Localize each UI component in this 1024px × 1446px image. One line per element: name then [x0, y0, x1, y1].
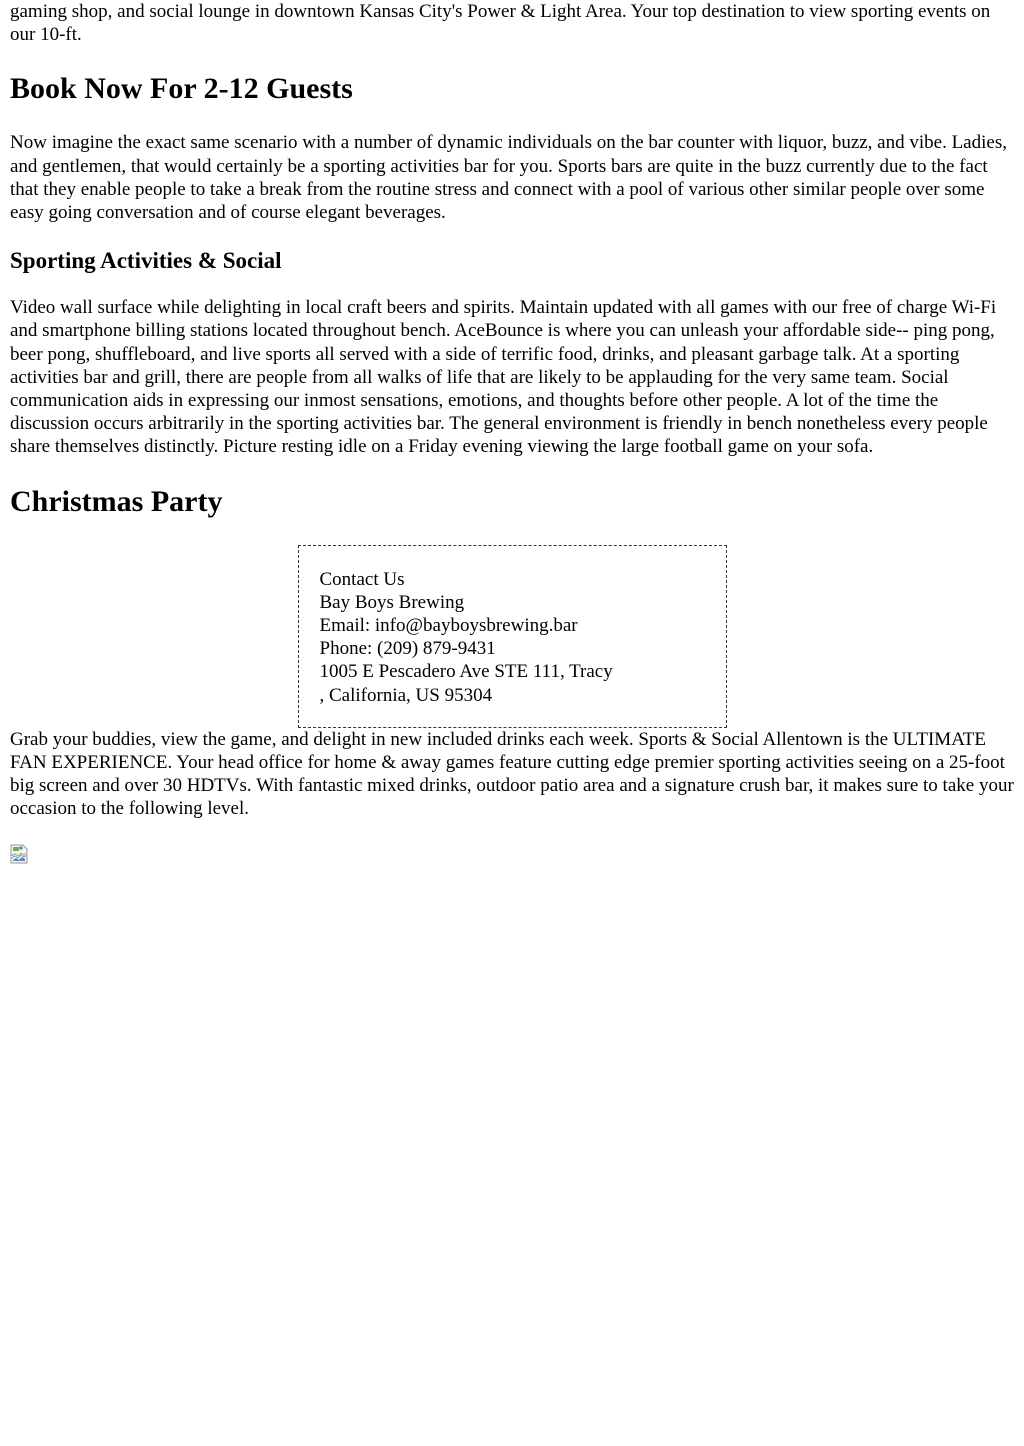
paragraph-final: Grab your buddies, view the game, and delight in new included drinks each week. Sports & Social Allentown is the ULTIMATE FAN EXPERIENCE. Your head office for home & away games feature cutting edge premier sporting activities seeing on a 25-foot big screen and over 30 HDTVs. With fantastic mixed drinks, outdoor patio area and a signature crush bar, it makes sure to take your occasion to the following level. — [10, 728, 1014, 820]
contact-email: Email: info@bayboysbrewing.bar — [319, 615, 578, 637]
contact-address-line1: 1005 E Pescadero Ave STE 111, Tracy — [319, 661, 613, 683]
heading-christmas-party: Christmas Party — [10, 484, 223, 518]
contact-address-line2: , California, US 95304 — [319, 684, 493, 706]
heading-book-now: Book Now For 2-12 Guests — [10, 72, 353, 106]
paragraph-sporting-activities: Video wall surface while delighting in local craft beers and spirits. Maintain updated with all games with our free of charge Wi-Fi and smartphone billing stations located throughout bench. AceBounce is where you can unleash your affordable side-- ping pong, beer pong, shuffleboard, and live sports all served with a side of terrific food, drinks, and pleasant garbage talk. At a sporting activities bar and grill, there are people from all walks of life that are likely to be applauding for the very same team. Social communication aids in expressing our inmost sensations, emotions, and thoughts before other people. A lot of the time the discussion occurs arbitrarily in the sporting activities bar. The general environment is friendly in bench nonetheless every people share themselves distinctly. Picture resting idle on a Friday evening viewing the large football game on your sofa. — [10, 297, 997, 458]
contact-business-name: Bay Boys Brewing — [319, 591, 465, 613]
contact-box — [298, 545, 727, 728]
contact-title: Contact Us — [319, 568, 405, 590]
heading-sporting-activities: Sporting Activities & Social — [10, 248, 282, 274]
contact-phone: Phone: (209) 879-9431 — [319, 638, 496, 660]
broken-image-icon — [10, 844, 30, 864]
paragraph-book-now: Now imagine the exact same scenario with a number of dynamic individuals on the bar counter with liquor, buzz, and vibe. Ladies, and gentlemen, that would certainly be a sporting activities bar for you. Sports bars are quite in the buzz currently due to the fact that they enable people to take a break from the routine stress and connect with a pool of various other similar people over some easy going conversation and of course elegant beverages. — [10, 132, 1007, 224]
intro-paragraph: gaming shop, and social lounge in downtown Kansas City's Power & Light Area. Your top destination to view sporting events on our 10-ft. — [10, 1, 991, 46]
